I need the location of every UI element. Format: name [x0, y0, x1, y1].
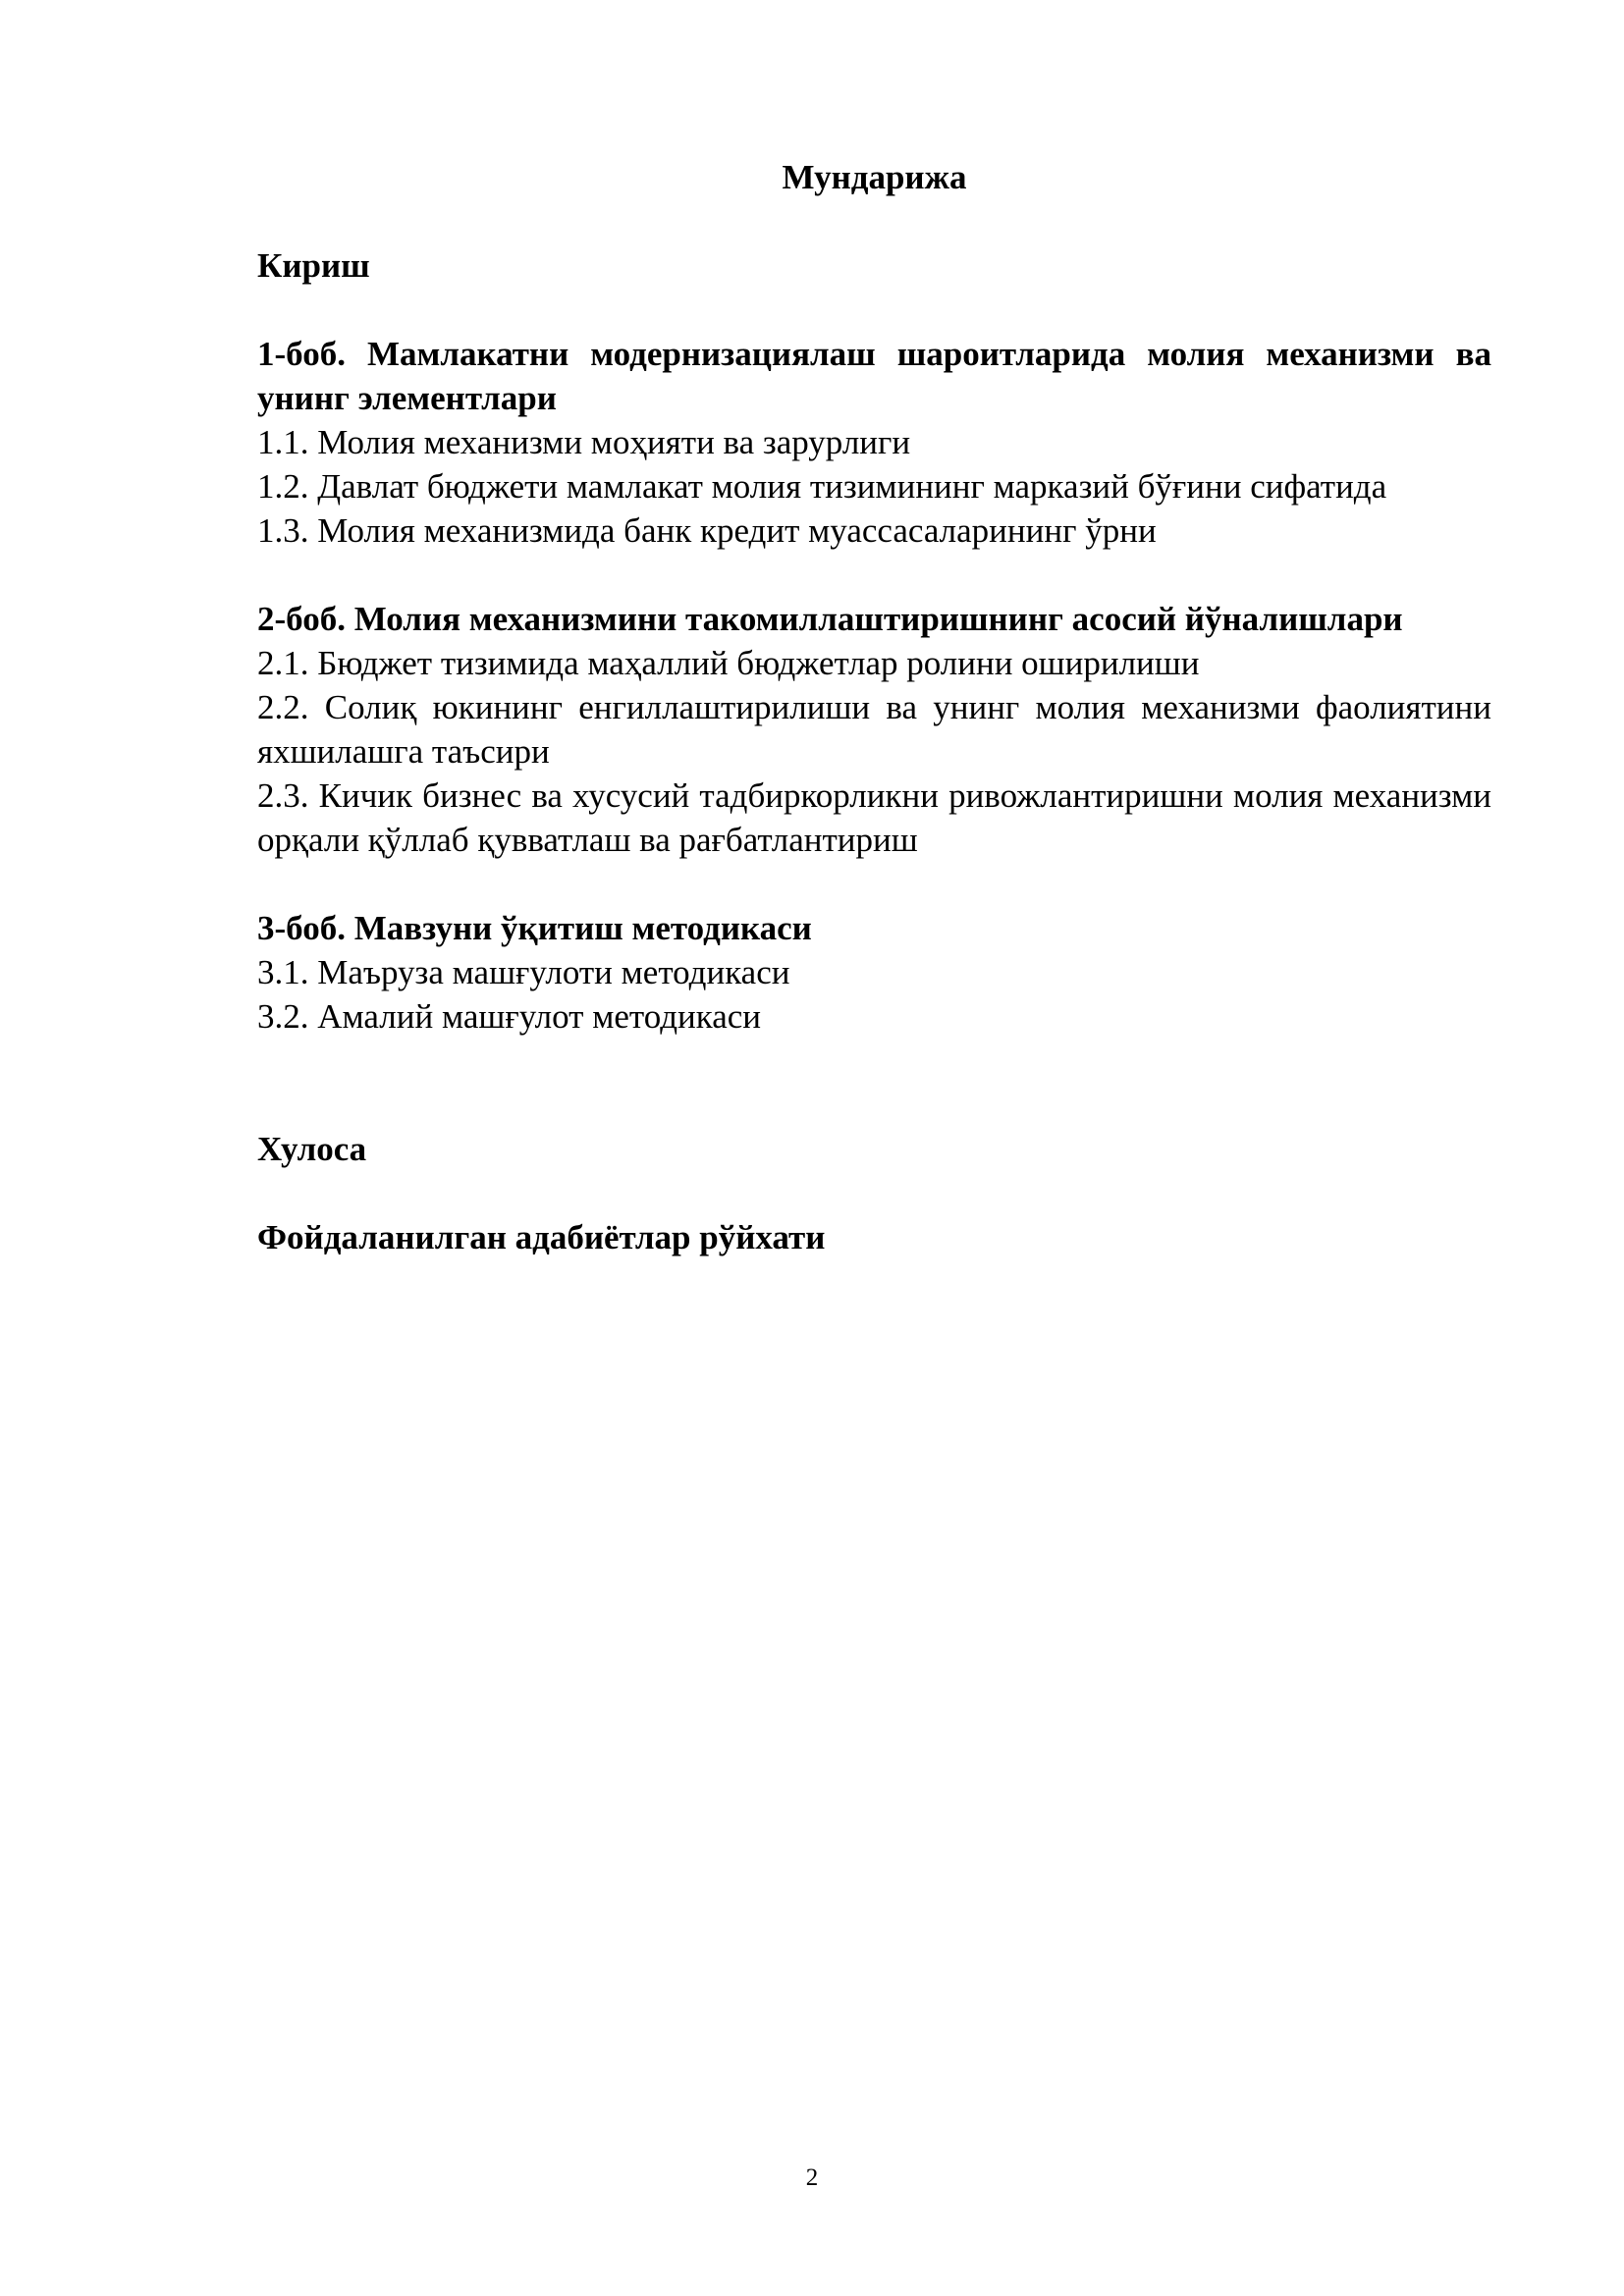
table-of-contents: [257, 155, 1491, 1259]
spacer: [257, 862, 1491, 906]
conclusion-heading: Хулоса: [257, 1130, 367, 1168]
section-item: 2.2. Солиқ юкининг енгиллаштирилиши ва унинг молия механизми фаолиятини яхшилашга таъсири: [257, 688, 1491, 771]
spacer: [257, 1171, 1491, 1215]
references-heading: Фойдаланилган адабиётлар рўйхати: [257, 1218, 826, 1256]
spacer: [257, 553, 1491, 597]
spacer: [257, 288, 1491, 332]
section-item: 1.1. Молия механизми моҳияти ва зарурлиги: [257, 423, 911, 461]
intro-heading: Кириш: [257, 246, 370, 285]
chapter-2: [257, 597, 1491, 862]
chapter-title: 2-боб. Молия механизмини такомиллаштиришнинг асосий йўналишлари: [257, 600, 1403, 638]
chapter-1: [257, 332, 1491, 553]
section-item: 2.1. Бюджет тизимида маҳаллий бюджетлар ролини оширилиши: [257, 644, 1200, 682]
section-item: 1.3. Молия механизмида банк кредит муассасаларининг ўрни: [257, 511, 1157, 550]
page-number: 2: [805, 2164, 819, 2191]
spacer: [257, 1039, 1491, 1127]
page-title: Мундарижа: [782, 158, 967, 196]
section-item: 3.1. Маъруза машғулоти методикаси: [257, 953, 790, 991]
chapter-title: 1-боб. Мамлакатни модернизациялаш шароитларида молия механизми ва унинг элементлари: [257, 335, 1491, 417]
section-item: 1.2. Давлат бюджети мамлакат молия тизимининг марказий бўғини сифатида: [257, 467, 1387, 506]
section-item: 3.2. Амалий машғулот методикаси: [257, 997, 762, 1036]
chapter-3: [257, 906, 1491, 1039]
chapter-title: 3-боб. Мавзуни ўқитиш методикаси: [257, 909, 812, 947]
section-item: 2.3. Кичик бизнес ва хусусий тадбиркорликни ривожлантиришни молия механизми орқали қўллаб қувватлаш ва рағбатлантириш: [257, 776, 1491, 859]
